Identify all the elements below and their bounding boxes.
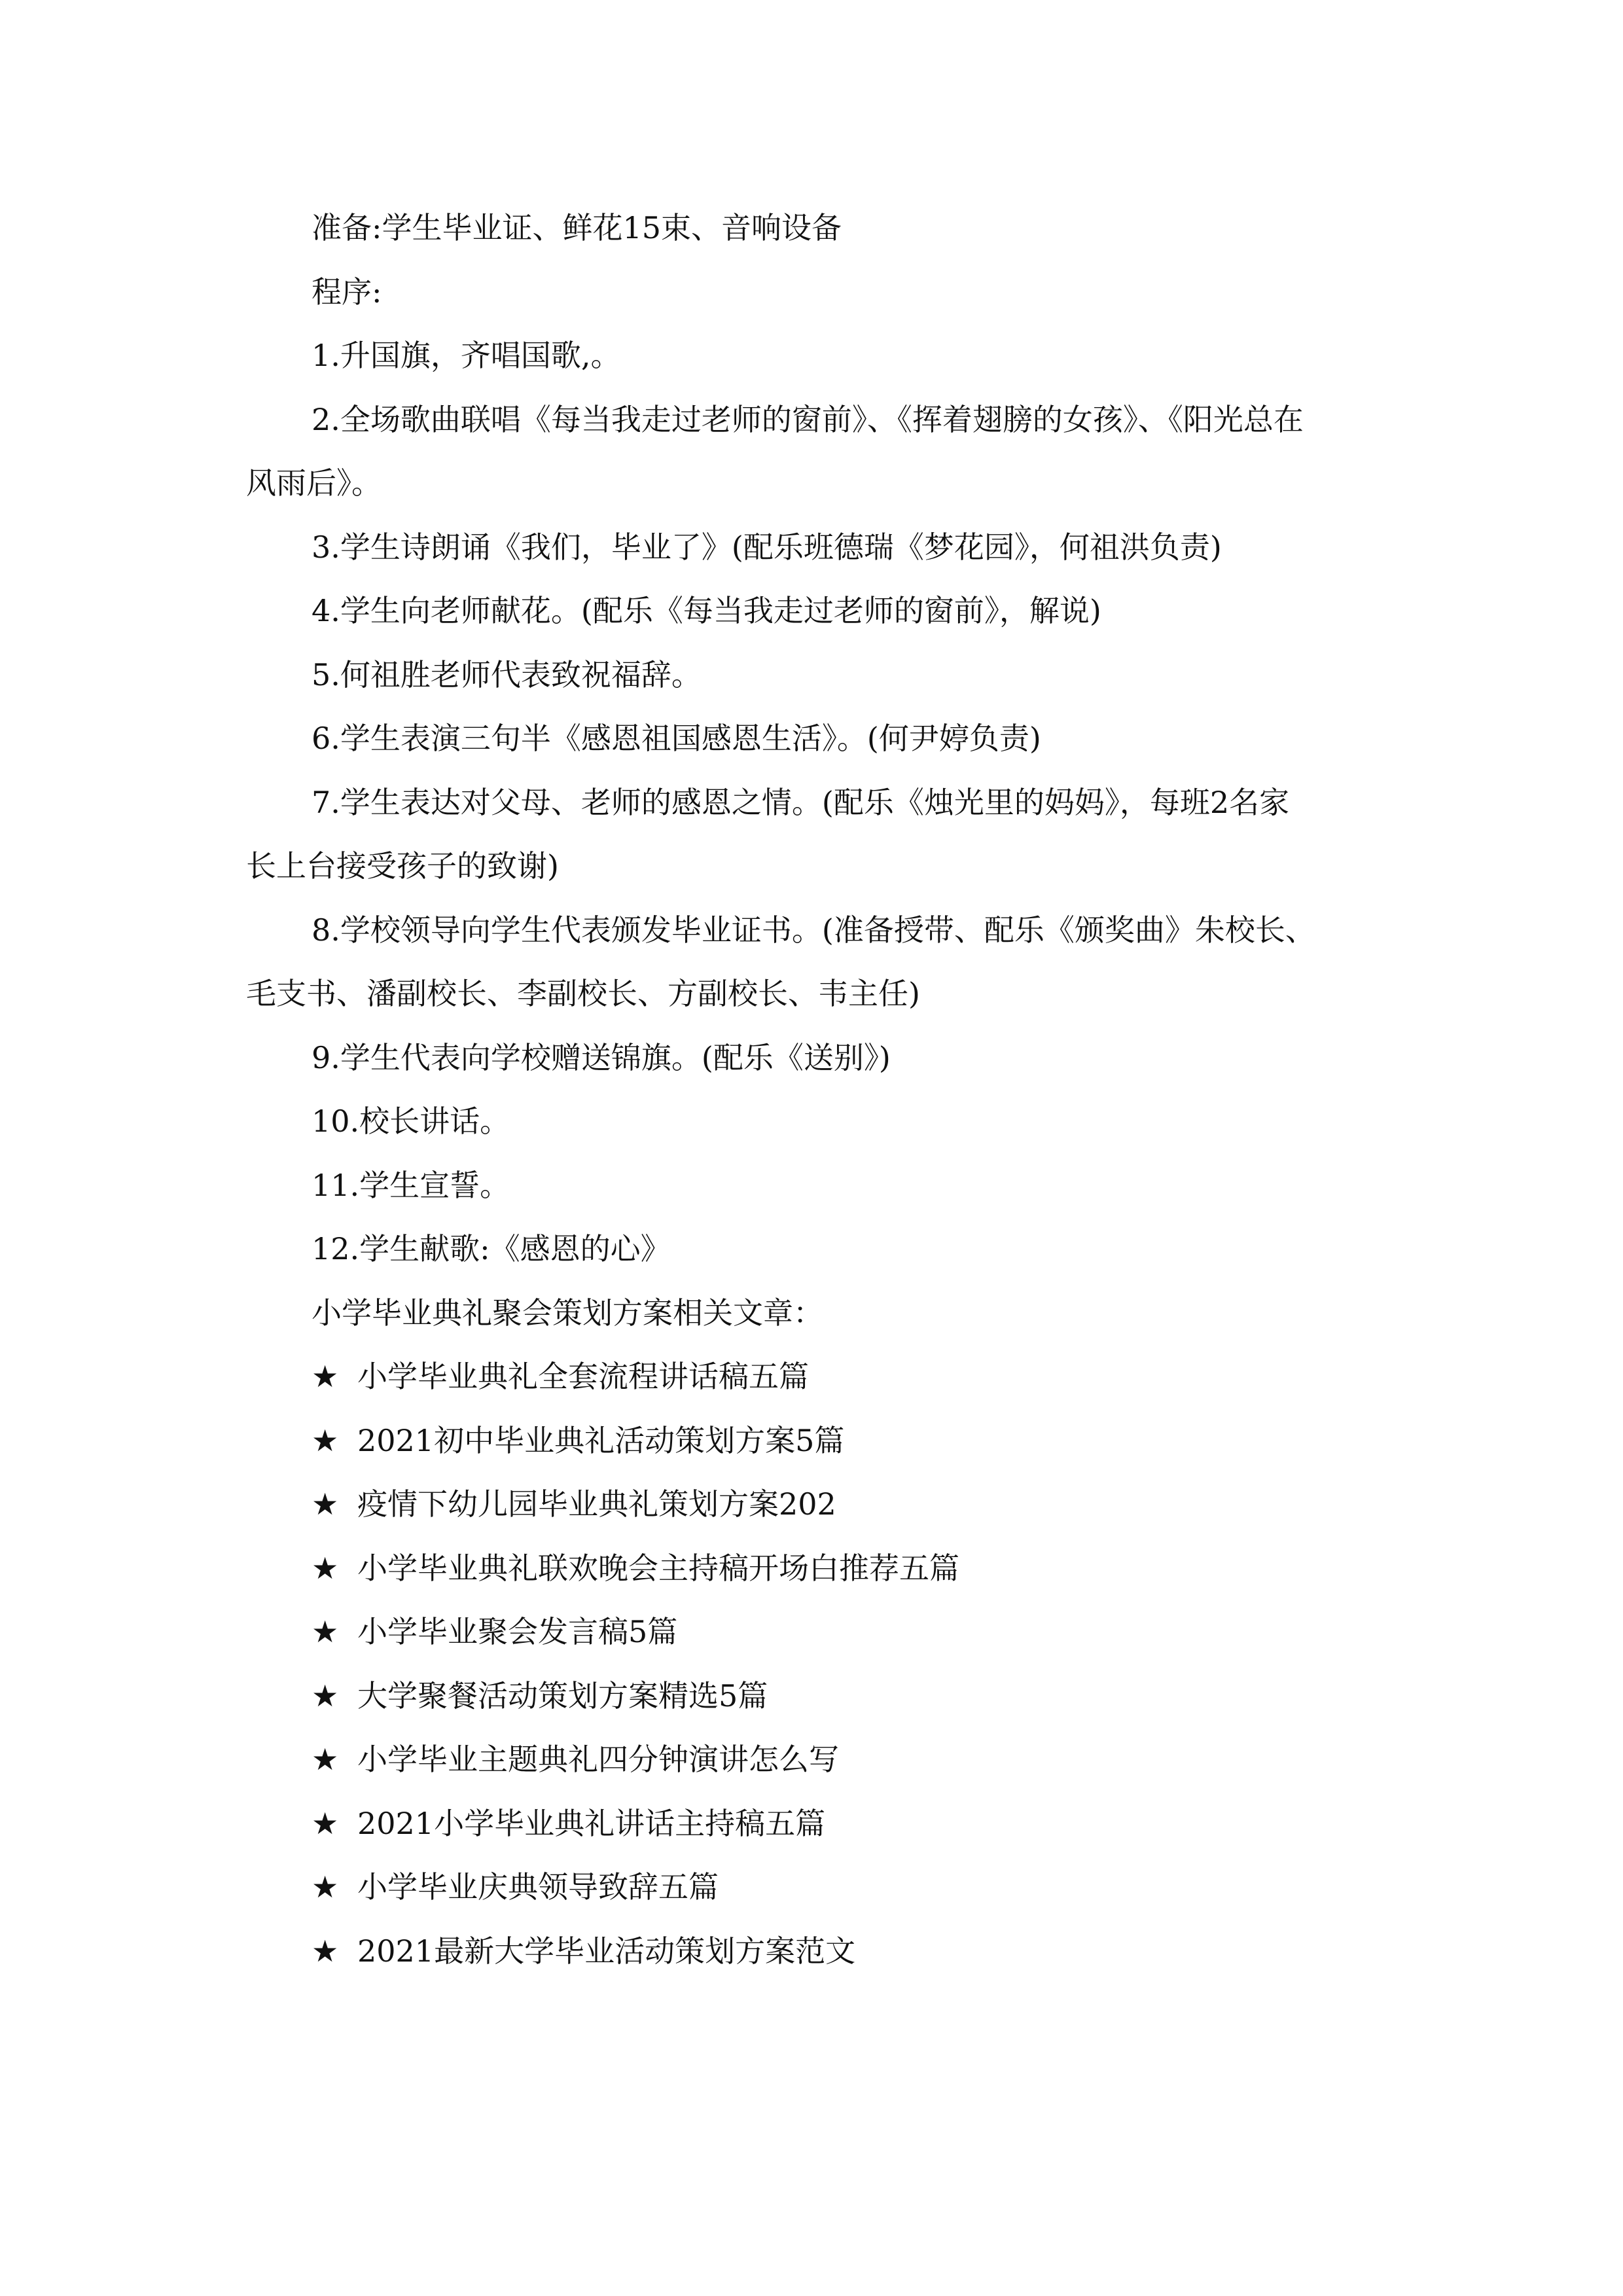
preparation-line: 准备:学生毕业证、鲜花15束、音响设备 <box>312 210 842 245</box>
program-item-5: 5.何祖胜老师代表致祝福辞。 <box>312 656 702 692</box>
related-article-link[interactable] <box>246 1537 1404 1601</box>
star-icon: ★ <box>312 1933 339 1969</box>
related-article-title: 2021最新大学毕业活动策划方案范文 <box>357 1933 856 1969</box>
program-item-8-continued: 毛支书、潘副校长、李副校长、方副校长、韦主任) <box>246 976 920 1011</box>
related-article-link[interactable] <box>246 1473 1404 1537</box>
related-article-link[interactable] <box>246 1664 1404 1729</box>
related-article-title: 大学聚餐活动策划方案精选5篇 <box>357 1677 768 1713</box>
program-item-4: 4.学生向老师献花。(配乐《每当我走过老师的窗前》，解说) <box>312 593 1101 628</box>
related-article-title: 小学毕业主题典礼四分钟演讲怎么写 <box>357 1742 839 1777</box>
star-icon: ★ <box>312 1550 339 1586</box>
related-article-title: 小学毕业庆典领导致辞五篇 <box>357 1869 719 1905</box>
program-item-1: 1.升国旗，齐唱国歌,。 <box>312 338 621 373</box>
related-article-title: 小学毕业聚会发言稿5篇 <box>357 1614 678 1649</box>
star-icon: ★ <box>312 1677 339 1713</box>
program-item-3: 3.学生诗朗诵《我们，毕业了》(配乐班德瑞《梦花园》，何祖洪负责) <box>312 529 1222 565</box>
related-article-link[interactable] <box>246 1920 1404 1984</box>
related-article-title: 2021小学毕业典礼讲话主持稿五篇 <box>357 1805 826 1841</box>
program-item-7: 7.学生表达对父母、老师的感恩之情。(配乐《烛光里的妈妈》，每班2名家 <box>312 784 1290 820</box>
related-article-link[interactable] <box>246 1728 1404 1792</box>
star-icon: ★ <box>312 1486 339 1522</box>
program-item-2-continued: 风雨后》。 <box>246 465 382 501</box>
related-article-link[interactable] <box>246 1792 1404 1856</box>
program-item-8: 8.学校领导向学生代表颁发毕业证书。(准备授带、配乐《颁奖曲》朱校长、 <box>312 912 1315 948</box>
star-icon: ★ <box>312 1422 339 1458</box>
star-icon: ★ <box>312 1742 339 1777</box>
related-article-title: 小学毕业典礼全套流程讲话稿五篇 <box>357 1359 809 1394</box>
related-articles-heading: 小学毕业典礼聚会策划方案相关文章： <box>312 1295 823 1331</box>
related-article-link[interactable] <box>246 1409 1404 1473</box>
star-icon: ★ <box>312 1614 339 1649</box>
related-article-title: 2021初中毕业典礼活动策划方案5篇 <box>357 1422 845 1458</box>
program-item-10: 10.校长讲话。 <box>312 1103 510 1139</box>
related-article-link[interactable] <box>246 1856 1404 1920</box>
related-article-link[interactable] <box>246 1600 1404 1664</box>
program-item-12: 12.学生献歌:《感恩的心》 <box>312 1231 671 1266</box>
star-icon: ★ <box>312 1805 339 1841</box>
program-item-9: 9.学生代表向学校赠送锦旗。(配乐《送别》) <box>312 1039 891 1075</box>
program-item-2: 2.全场歌曲联唱《每当我走过老师的窗前》、《挥着翅膀的女孩》、《阳光总在 <box>312 401 1304 437</box>
document-body <box>246 196 1404 1983</box>
program-heading: 程序: <box>312 274 382 310</box>
star-icon: ★ <box>312 1359 339 1394</box>
related-article-link[interactable] <box>246 1345 1404 1409</box>
star-icon: ★ <box>312 1869 339 1905</box>
related-article-title: 小学毕业典礼联欢晚会主持稿开场白推荐五篇 <box>357 1550 959 1586</box>
related-article-title: 疫情下幼儿园毕业典礼策划方案202 <box>357 1486 836 1522</box>
program-item-11: 11.学生宣誓。 <box>312 1167 510 1203</box>
program-item-6: 6.学生表演三句半《感恩祖国感恩生活》。(何尹婷负责) <box>312 721 1041 756</box>
program-item-7-continued: 长上台接受孩子的致谢) <box>246 848 559 884</box>
